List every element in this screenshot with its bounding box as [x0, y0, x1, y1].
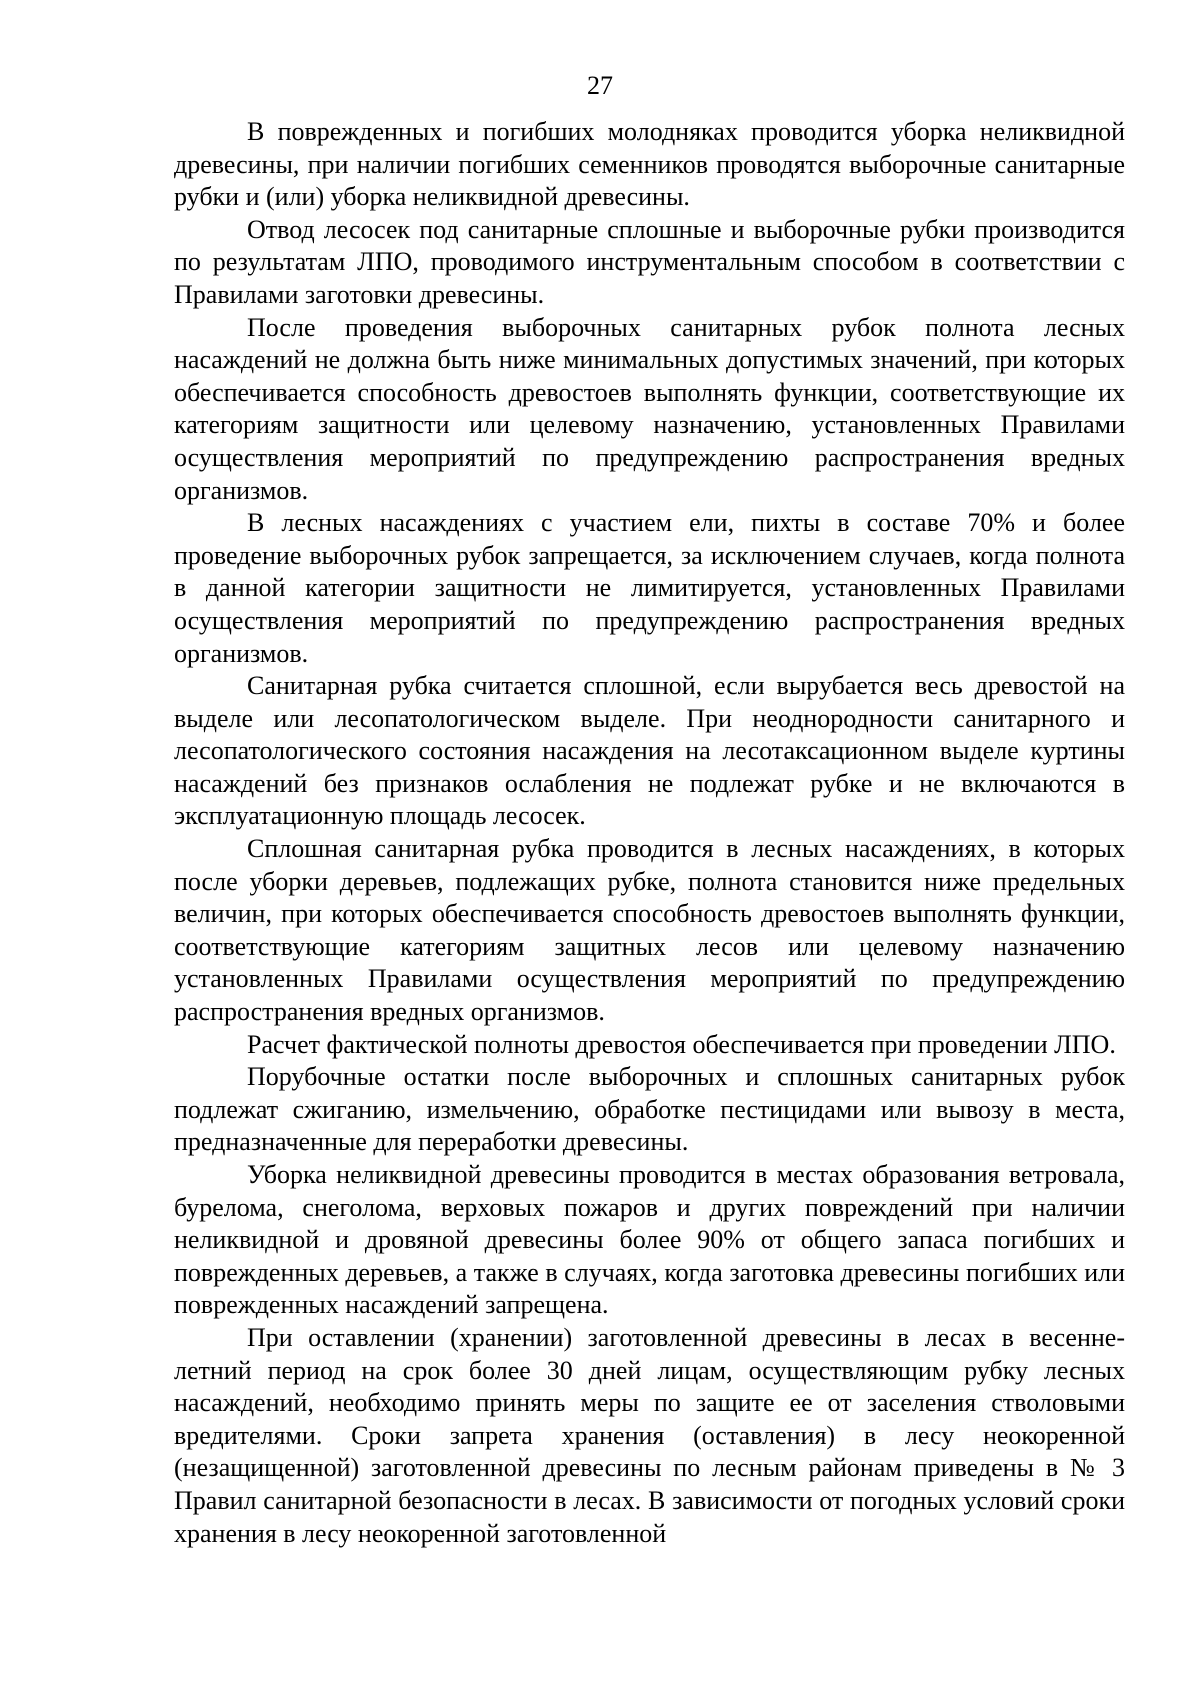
- paragraph-cutting-allotment: Отвод лесосек под санитарные сплошные и выборочные рубки производится по результатам ЛПО, проводимого инструментальным способом в соответствии с Правилами заготовки древесины.: [174, 214, 1125, 309]
- paragraph-density-calculation: Расчет фактической полноты древостоя обеспечивается при проведении ЛПО.: [247, 1029, 1116, 1059]
- paragraph-young-stands: В поврежденных и погибших молодняках проводится уборка неликвидной древесины, при наличии погибших семенников проводятся выборочные санитарные рубки и (или) уборка неликвидной древесины.: [174, 117, 1125, 212]
- paragraph-clear-sanitary-cutting: Сплошная санитарная рубка проводится в лесных насаждениях, в которых после уборки деревьев, подлежащих рубке, полнота становится ниже предельных величин, при которых обеспечивается способность древостоев выполнять функции, соответствующие категориям защитных лесов или целевому назначению установленных Правилами осуществления мероприятий по предупреждению распространения вредных организмов.: [174, 834, 1125, 1027]
- paragraph-spruce-fir-restriction: В лесных насаждениях с участием ели, пихты в составе 70% и более проведение выборочных рубок запрещается, за исключением случаев, когда полнота в данной категории защитности не лимитируется, установленных Правилами осуществления мероприятий по предупреждению распространения вредных организмов.: [174, 508, 1125, 668]
- paragraph-logging-residues: Порубочные остатки после выборочных и сплошных санитарных рубок подлежат сжиганию, измельчению, обработке пестицидами или вывозу в места, предназначенные для переработки древесины.: [174, 1062, 1125, 1157]
- paragraph-timber-storage: При оставлении (хранении) заготовленной древесины в лесах в весенне-летний период на срок более 30 дней лицам, осуществляющим рубку лесных насаждений, необходимо принять меры по защите ее от заселения стволовыми вредителями. Сроки запрета хранения (оставления) в лесу неокоренной (незащищенной) заготовленной древесины по лесным районам приведены в № 3 Правил санитарной безопасности в лесах. В зависимости от погодных условий сроки хранения в лесу неокоренной заготовленной: [174, 1322, 1125, 1548]
- body-text: [174, 116, 1125, 1550]
- page-number: 27: [587, 71, 613, 100]
- paragraph-stand-density: После проведения выборочных санитарных рубок полнота лесных насаждений не должна быть ниже минимальных допустимых значений, при которых обеспечивается способность древостоев выполнять функции, соответствующие их категориям защитности или целевому назначению, установленных Правилами осуществления мероприятий по предупреждению распространения вредных организмов.: [174, 312, 1125, 505]
- paragraph-clear-cutting-definition: Санитарная рубка считается сплошной, если вырубается весь древостой на выделе или лесопатологическом выделе. При неоднородности санитарного и лесопатологического состояния насаждения на лесотаксационном выделе куртины насаждений без признаков ослабления не подлежат рубке и не включаются в эксплуатационную площадь лесосек.: [174, 671, 1125, 831]
- paragraph-illiquid-wood-removal: Уборка неликвидной древесины проводится в местах образования ветровала, бурелома, снеголома, верховых пожаров и других повреждений при наличии неликвидной и дровяной древесины более 90% от общего запаса погибших и поврежденных деревьев, а также в случаях, когда заготовка древесины погибших или поврежденных насаждений запрещена.: [174, 1160, 1125, 1320]
